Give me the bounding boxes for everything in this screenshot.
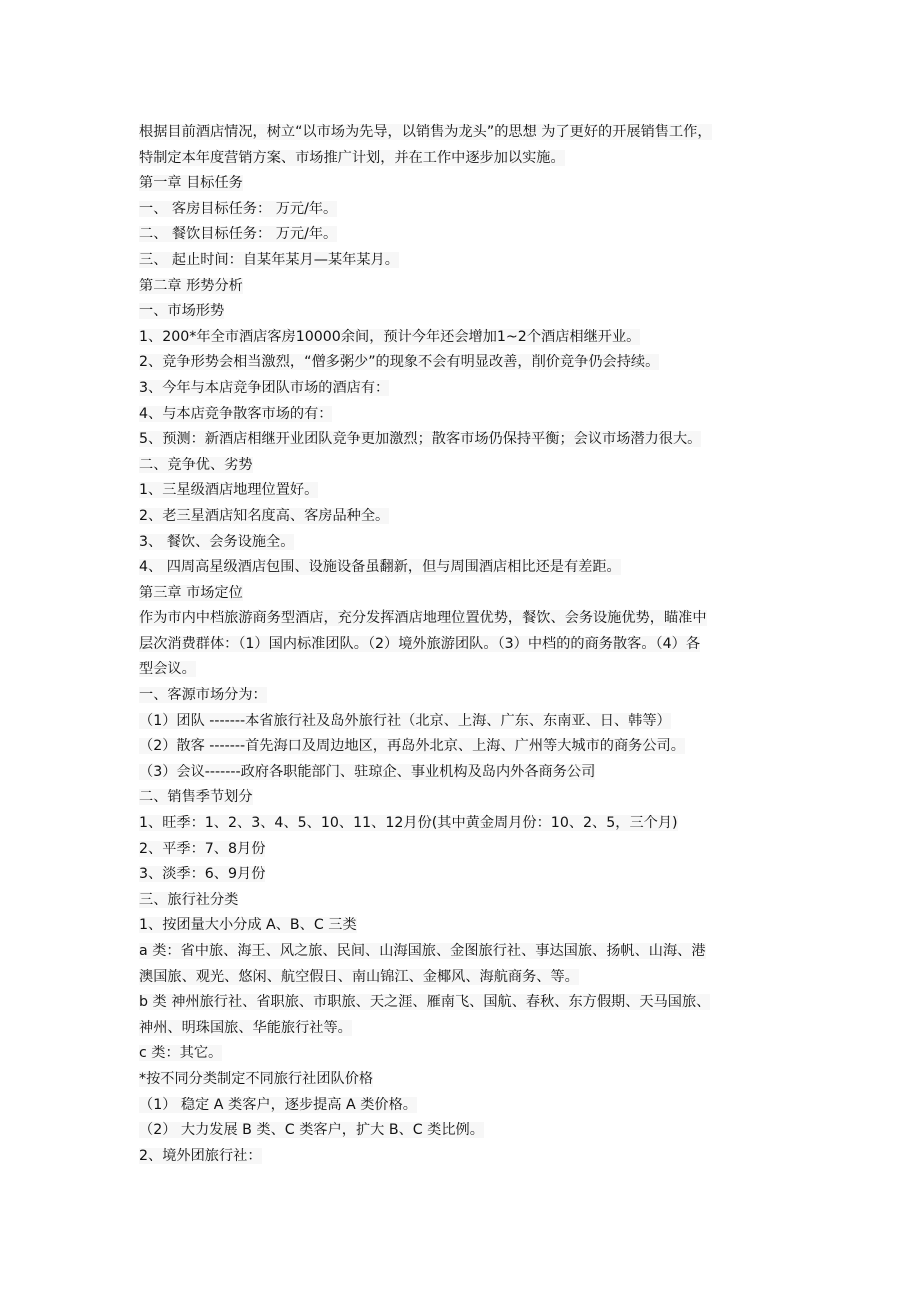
text-run: 二、竞争优、劣势 — [139, 456, 253, 473]
text-run: 2、平季：7、8月份 — [139, 840, 266, 857]
text-line — [139, 222, 789, 248]
text-run: 特制定本年度营销方案、市场推广计划，并在工作中逐步加以实施。 — [139, 149, 565, 166]
text-line — [139, 606, 789, 632]
text-line — [139, 939, 789, 965]
text-run: 2、竞争形势会相当激烈，“僧多粥少”的现象不会有明显改善，削价竞争仍会持续。 — [139, 354, 660, 371]
text-run: b 类 神州旅行社、省职旅、市职旅、天之涯、雁南飞、国航、春秋、东方假期、天马国旅、 — [139, 994, 711, 1011]
text-line — [139, 1093, 789, 1119]
text-line — [139, 1041, 789, 1067]
text-run: 第一章 目标任务 — [139, 175, 243, 192]
text-run: 二、销售季节划分 — [139, 789, 253, 806]
text-run: 3、 餐饮、会务设施全。 — [139, 533, 295, 550]
text-line — [139, 632, 789, 658]
text-line — [139, 504, 789, 530]
text-run: 一、客源市场分为： — [139, 687, 267, 704]
text-run: 一、市场形势 — [139, 303, 225, 320]
text-line — [139, 965, 789, 991]
text-run: 澳国旅、观光、悠闲、航空假日、南山锦江、金椰风、海航商务、等。 — [139, 968, 579, 985]
text-run: 根据目前酒店情况，树立“以市场为先导，以销售为龙头”的思想 为了更好的开展销售工作， — [139, 124, 712, 140]
text-line — [139, 146, 789, 172]
text-run: （2） 大力发展 B 类、C 类客户，扩大 B、C 类比例。 — [139, 1122, 484, 1139]
text-run: a 类：省中旅、海王、风之旅、民间、山海国旅、金图旅行社、事达国旅、扬帆、山海、港 — [139, 943, 706, 959]
text-run: 三、旅行社分类 — [139, 891, 239, 908]
text-run: 作为市内中档旅游商务型酒店，充分发挥酒店地理位置优势，餐饮、会务设施优势，瞄准中 — [139, 610, 707, 627]
text-run: （1） 稳定 A 类客户，逐步提高 A 类价格。 — [139, 1096, 417, 1113]
section-heading — [139, 683, 789, 709]
text-run: 神州、明珠国旅、华能旅行社等。 — [139, 1019, 352, 1036]
document-body — [139, 120, 789, 1169]
text-run: （3）会议-------政府各职能部门、驻琼企、事业机构及岛内外各商务公司 — [139, 763, 596, 780]
text-run: 二、 餐饮目标任务： 万元/年。 — [139, 226, 338, 243]
text-run: 层次消费群体：（1）国内标准团队。（2）境外旅游团队。（3）中档的的商务散客。（4）各 — [139, 635, 701, 652]
section-heading — [139, 453, 789, 479]
text-line — [139, 760, 789, 786]
text-run: 2、老三星酒店知名度高、客房品种全。 — [139, 507, 390, 524]
text-line — [139, 350, 789, 376]
text-line — [139, 120, 789, 146]
text-run: 1、旺季：1、2、3、4、5、10、11、12月份(其中黄金周月份：10、2、5，三个月) — [139, 815, 678, 832]
section-heading — [139, 299, 789, 325]
text-line — [139, 837, 789, 863]
text-line — [139, 657, 789, 683]
section-heading — [139, 785, 789, 811]
text-line — [139, 990, 789, 1016]
text-line — [139, 1144, 789, 1170]
text-line — [139, 913, 789, 939]
text-run: 5、预测：新酒店相继开业团队竞争更加激烈；散客市场仍保持平衡；会议市场潜力很大。 — [139, 431, 702, 448]
text-line — [139, 478, 789, 504]
section-heading — [139, 888, 789, 914]
text-line — [139, 248, 789, 274]
text-run: *按不同分类制定不同旅行社团队价格 — [139, 1070, 374, 1087]
text-run: 2、境外团旅行社： — [139, 1147, 262, 1164]
text-line — [139, 402, 789, 428]
text-run: （2）散客 -------首先海口及周边地区，再岛外北京、上海、广州等大城市的商务公司。 — [139, 738, 685, 755]
text-line — [139, 1067, 789, 1093]
text-line — [139, 376, 789, 402]
text-line — [139, 325, 789, 351]
text-run: （1）团队 -------本省旅行社及岛外旅行社（北京、上海、广东、东南亚、日、韩等） — [139, 712, 671, 729]
text-line — [139, 427, 789, 453]
chapter-heading — [139, 171, 789, 197]
text-run: 3、今年与本店竞争团队市场的酒店有： — [139, 379, 390, 396]
text-run: 三、 起止时间：自某年某月—某年某月。 — [139, 251, 399, 268]
text-line — [139, 1118, 789, 1144]
text-line — [139, 555, 789, 581]
text-run: 1、三星级酒店地理位置好。 — [139, 482, 319, 499]
text-line — [139, 530, 789, 556]
text-line — [139, 811, 789, 837]
text-run: 第三章 市场定位 — [139, 584, 243, 601]
text-run: 一、 客房目标任务： 万元/年。 — [139, 200, 338, 217]
text-line — [139, 862, 789, 888]
chapter-heading — [139, 581, 789, 607]
text-run: 3、淡季：6、9月份 — [139, 866, 266, 883]
chapter-heading — [139, 274, 789, 300]
text-run: 1、200*年全市酒店客房10000余间，预计今年还会增加1~2个酒店相继开业。 — [139, 328, 641, 345]
text-run: c 类：其它。 — [139, 1045, 223, 1062]
text-line — [139, 1016, 789, 1042]
text-run: 1、按团量大小分成 A、B、C 三类 — [139, 917, 357, 934]
text-line — [139, 734, 789, 760]
text-run: 型会议。 — [139, 661, 196, 678]
text-line — [139, 709, 789, 735]
text-run: 4、与本店竞争散客市场的有： — [139, 405, 333, 422]
text-run: 第二章 形势分析 — [139, 277, 243, 294]
text-run: 4、 四周高星级酒店包围、设施设备虽翻新，但与周围酒店相比还是有差距。 — [139, 559, 621, 576]
text-line — [139, 197, 789, 223]
